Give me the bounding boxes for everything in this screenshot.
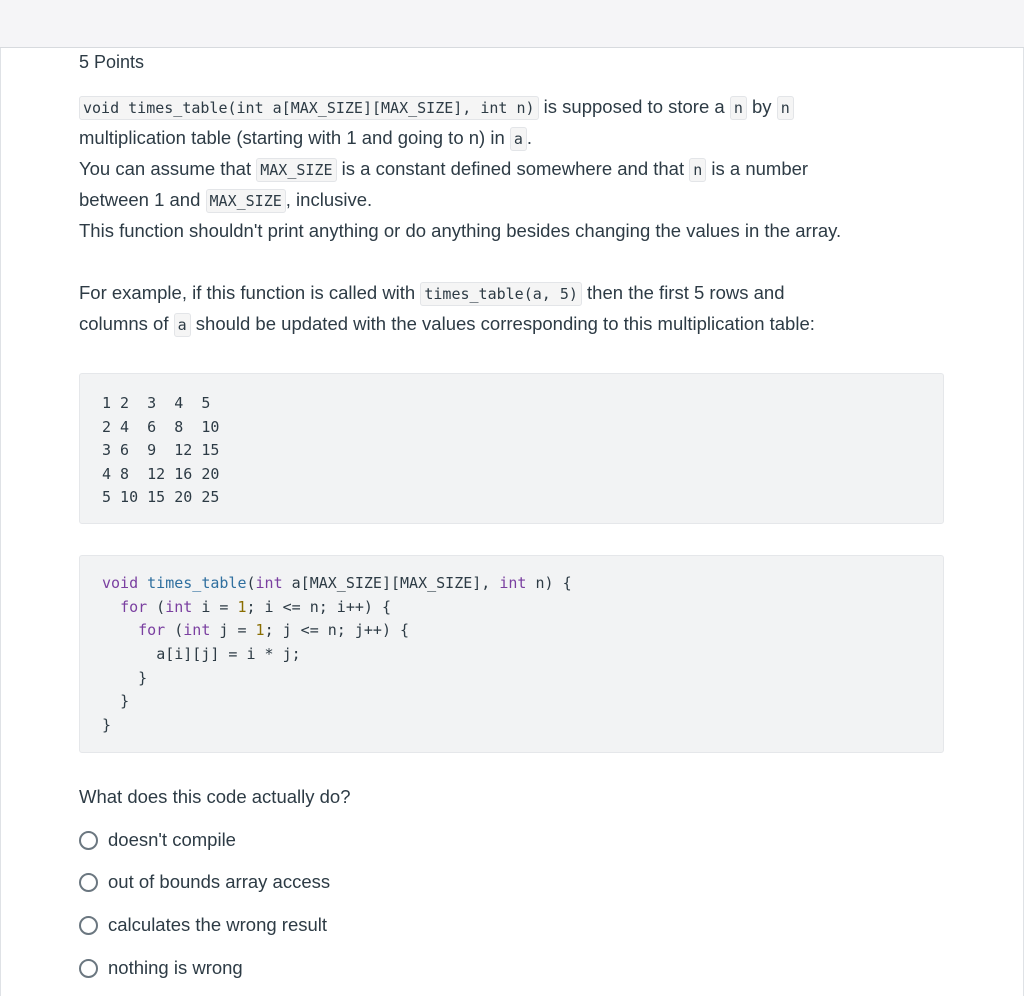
table-row: 2 4 6 8 10 [102, 417, 220, 436]
code-line: } [102, 716, 112, 735]
answer-option-label[interactable]: nothing is wrong [108, 957, 243, 978]
question-text-line-4: between 1 and MAX_SIZE , inclusive. [79, 184, 372, 217]
code-line: } [120, 692, 130, 711]
table-row: 4 8 12 16 20 [102, 464, 220, 483]
example-text-line-2: columns of a should be updated with the values corresponding to this multiplication table: [79, 308, 815, 341]
code-example-call: times_table(a, 5) [420, 282, 582, 306]
table-row: 1 2 3 4 5 [102, 394, 211, 412]
answer-option-doesnt-compile[interactable] [79, 826, 236, 854]
code-a: a [510, 127, 527, 151]
code-line: for (int j = 1; j <= n; j++) { [138, 621, 410, 640]
answer-option-out-of-bounds[interactable] [79, 868, 330, 896]
code-n: n [730, 96, 747, 120]
code-line: for (int i = 1; i <= n; i++) { [120, 597, 391, 616]
answer-option-label[interactable]: out of bounds array access [108, 871, 331, 892]
code-block [79, 555, 944, 753]
answer-option-label[interactable]: doesn't compile [108, 829, 236, 850]
question-text-line-5: This function shouldn't print anything or do anything besides changing the values in the array. [79, 220, 842, 241]
code-max-size: MAX_SIZE [256, 158, 336, 182]
example-text-line-1: For example, if this function is called with times_table(a, 5) then the first 5 rows and [79, 277, 785, 310]
question-text-line-2: multiplication table (starting with 1 and going to n) in a . [79, 122, 532, 155]
code-n: n [689, 158, 706, 182]
answer-option-wrong-result[interactable] [79, 911, 327, 939]
radio-button[interactable] [79, 959, 98, 978]
question-text-line-1: void times_table(int a[MAX_SIZE][MAX_SIZE], int n) is supposed to store a n by n [79, 91, 794, 124]
radio-button[interactable] [79, 916, 98, 935]
answer-option-label[interactable]: calculates the wrong result [108, 914, 328, 935]
code-line: void times_table(int a[MAX_SIZE][MAX_SIZE], int n) { [102, 574, 572, 592]
code-n: n [777, 96, 794, 120]
code-function-signature: void times_table(int a[MAX_SIZE][MAX_SIZE], int n) [79, 96, 539, 120]
question-card [0, 48, 1024, 996]
code-line: } [138, 668, 148, 687]
code-a: a [174, 313, 191, 337]
radio-button[interactable] [79, 831, 98, 850]
code-line: a[i][j] = i * j; [156, 645, 301, 664]
answer-option-nothing-wrong[interactable] [79, 954, 243, 982]
question-points: 5 Points [79, 52, 145, 72]
code-max-size: MAX_SIZE [206, 189, 286, 213]
multiplication-table-block [79, 373, 944, 524]
table-row: 5 10 15 20 25 [102, 488, 220, 506]
question-text-line-3: You can assume that MAX_SIZE is a constant defined somewhere and that n is a number [79, 153, 808, 186]
table-row: 3 6 9 12 15 [102, 441, 220, 459]
question-prompt: What does this code actually do? [79, 786, 351, 807]
radio-button[interactable] [79, 873, 98, 892]
top-strip [0, 0, 1024, 48]
